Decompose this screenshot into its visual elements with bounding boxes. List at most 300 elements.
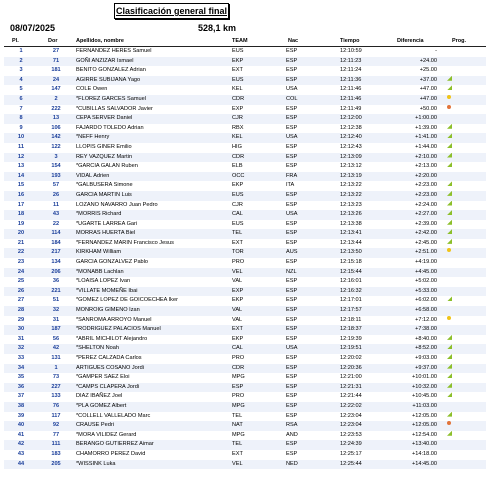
- table-row: [4, 47, 486, 57]
- time-cell: 12:12:43: [340, 143, 362, 150]
- bib-cell: 117: [51, 412, 61, 419]
- team-cell: TOR: [232, 249, 244, 256]
- team-cell: EXT: [232, 239, 243, 246]
- table-row: [4, 172, 486, 182]
- time-cell: 12:17:01: [340, 297, 362, 304]
- table-row: [4, 354, 486, 364]
- time-cell: 12:15:44: [340, 268, 362, 275]
- table-row: [4, 287, 486, 297]
- team-cell: CDR: [232, 364, 245, 371]
- time-cell: 12:16:32: [340, 287, 362, 294]
- bib-cell: 31: [52, 316, 60, 323]
- gap-cell: +5:02.00: [415, 278, 437, 285]
- rising-icon: [447, 392, 452, 397]
- gap-cell: +1:44.00: [415, 143, 437, 150]
- bib-cell: 26: [52, 191, 60, 198]
- table-row: [4, 210, 486, 220]
- nation-cell: ESP: [286, 297, 298, 304]
- rider-name-cell: FERNANDEZ HERES Samuel: [76, 48, 152, 54]
- rising-icon: [447, 296, 452, 301]
- bib-cell: 205: [51, 460, 61, 467]
- rider-name-cell: CRAUSE Pedri: [76, 422, 114, 429]
- table-row: [4, 105, 486, 115]
- rider-name-cell: *PLA GOMEZ Albert: [76, 402, 127, 409]
- bib-cell: 73: [52, 374, 60, 381]
- rider-name-cell: COLE Owen: [76, 86, 108, 93]
- rider-name-cell: *MORRIS Richard: [76, 211, 122, 218]
- rider-name-cell: MORRAS HUERTA Biel: [76, 230, 136, 237]
- table-row: [4, 239, 486, 249]
- rank-cell: 16: [17, 191, 25, 198]
- time-cell: 12:18:37: [340, 326, 362, 333]
- bib-cell: 142: [51, 134, 61, 141]
- gap-cell: +4:45.00: [415, 268, 437, 275]
- time-cell: 12:13:41: [340, 230, 362, 237]
- team-cell: EUS: [232, 191, 244, 198]
- bib-cell: 227: [51, 383, 61, 390]
- nation-cell: ESP: [286, 115, 298, 122]
- rider-name-cell: VIDAL Adrien: [76, 172, 110, 179]
- rider-name-cell: LLOPIS GINER Emilio: [76, 143, 132, 150]
- nation-cell: ESP: [286, 355, 298, 361]
- nation-cell: ESP: [286, 76, 298, 83]
- bib-cell: 3: [54, 153, 58, 160]
- rising-icon: [447, 191, 452, 196]
- time-cell: 12:17:57: [340, 307, 362, 314]
- header-team: TEAM: [232, 38, 248, 44]
- rider-name-cell: GOÑI ANZIZAR Ismael: [76, 57, 134, 64]
- rider-name-cell: *VILLATE MOMEÑE Ibai: [76, 287, 138, 294]
- steady-icon: [447, 316, 451, 320]
- table-row: [4, 162, 486, 172]
- nation-cell: ESP: [286, 402, 298, 409]
- rank-cell: 37: [17, 393, 25, 400]
- nation-cell: ESP: [286, 364, 298, 371]
- gap-cell: +12:05.00: [411, 412, 437, 419]
- rank-cell: 22: [17, 249, 25, 256]
- gap-cell: +9:37.00: [415, 364, 437, 371]
- rider-name-cell: *GALBUSERA Simone: [76, 182, 133, 189]
- team-cell: PRO: [232, 355, 245, 361]
- nation-cell: ESP: [286, 374, 298, 381]
- table-row: [4, 95, 486, 105]
- rising-icon: [447, 85, 452, 90]
- rank-cell: 18: [17, 211, 25, 218]
- table-row: [4, 431, 486, 441]
- rank-cell: 33: [17, 355, 25, 361]
- nation-cell: FRA: [286, 172, 298, 179]
- time-cell: 12:25:17: [340, 450, 362, 457]
- nation-cell: ESP: [286, 259, 298, 266]
- team-cell: VEL: [232, 268, 243, 275]
- table-row: [4, 306, 486, 316]
- bib-cell: 221: [51, 287, 61, 294]
- team-cell: ELB: [232, 163, 243, 170]
- rank-cell: 20: [17, 230, 25, 237]
- table-row: [4, 201, 486, 211]
- time-cell: 12:23:53: [340, 431, 362, 438]
- rider-name-cell: *WISSINK Luka: [76, 460, 116, 467]
- gap-cell: +13:40.00: [411, 441, 437, 448]
- bib-cell: 106: [51, 124, 61, 131]
- gap-cell: +12:05.00: [411, 422, 437, 429]
- nation-cell: ESP: [286, 412, 298, 419]
- nation-cell: ESP: [286, 67, 298, 74]
- nation-cell: AUS: [286, 249, 298, 256]
- header-diff: Diferencia: [397, 38, 424, 44]
- time-cell: 12:13:23: [340, 201, 362, 208]
- nation-cell: USA: [286, 86, 298, 93]
- bib-cell: 36: [52, 278, 60, 285]
- team-cell: HIG: [232, 143, 242, 150]
- gap-cell: +8:52.00: [415, 345, 437, 352]
- gap-cell: +47.00: [419, 95, 437, 102]
- team-cell: VAL: [232, 307, 243, 314]
- nation-cell: USA: [286, 134, 298, 141]
- time-cell: 12:22:02: [340, 402, 362, 409]
- nation-cell: ITA: [286, 182, 295, 189]
- nation-cell: USA: [286, 211, 298, 218]
- rider-name-cell: *NEFF Henry: [76, 134, 110, 141]
- table-row: [4, 268, 486, 278]
- header-prog: Prog.: [452, 38, 467, 44]
- team-cell: MPG: [232, 374, 245, 381]
- team-cell: RBX: [232, 124, 244, 131]
- rising-icon: [447, 153, 452, 158]
- rider-name-cell: *GARCIA GALAN Ruben: [76, 163, 138, 170]
- time-cell: 12:13:26: [340, 211, 362, 218]
- rank-cell: 7: [19, 105, 23, 112]
- time-cell: 12:12:00: [340, 115, 362, 122]
- rider-name-cell: *FERNANDEZ MARIN Francisco Jesus: [76, 239, 174, 246]
- time-cell: 12:25:44: [340, 460, 362, 467]
- rank-cell: 41: [17, 431, 25, 438]
- rank-cell: 26: [17, 287, 25, 294]
- header-pl: Pl.: [12, 38, 19, 44]
- gap-cell: +6:58.00: [415, 307, 437, 314]
- table-row: [4, 133, 486, 143]
- bib-cell: 187: [51, 326, 61, 333]
- rank-cell: 11: [18, 143, 24, 150]
- rank-cell: 40: [17, 422, 25, 429]
- gap-cell: +10:32.00: [411, 383, 437, 390]
- rising-icon: [447, 76, 452, 81]
- gap-cell: +5:33.00: [415, 287, 437, 294]
- time-cell: 12:21:00: [340, 374, 362, 381]
- team-cell: MPG: [232, 431, 245, 438]
- rank-cell: 12: [17, 153, 25, 160]
- team-cell: EXT: [232, 326, 243, 333]
- steady-icon: [447, 248, 451, 252]
- rank-cell: 42: [17, 441, 25, 448]
- gap-cell: +14:18.00: [411, 450, 437, 457]
- table-row: [4, 412, 486, 422]
- time-cell: 12:13:09: [340, 153, 362, 160]
- time-cell: 12:19:39: [340, 335, 362, 342]
- rank-cell: 15: [17, 182, 25, 189]
- rider-name-cell: *SHELTON Noah: [76, 345, 120, 352]
- bib-cell: 147: [51, 86, 61, 93]
- rank-cell: 35: [17, 374, 25, 381]
- rank-cell: 25: [17, 278, 25, 285]
- bib-cell: 71: [52, 57, 60, 64]
- rising-icon: [447, 124, 452, 129]
- rising-icon: [447, 181, 452, 186]
- nation-cell: NZL: [286, 268, 297, 275]
- nation-cell: ESP: [286, 48, 298, 54]
- rider-name-cell: *FLOREZ GARCES Samuel: [76, 95, 146, 102]
- team-cell: KEL: [232, 134, 243, 141]
- team-cell: EXP: [232, 287, 244, 294]
- nation-cell: ESP: [286, 124, 298, 131]
- team-cell: EUS: [232, 76, 244, 83]
- team-cell: PRO: [232, 393, 245, 400]
- gap-cell: +25.00: [419, 67, 437, 74]
- team-cell: EXT: [232, 450, 243, 457]
- rank-cell: 30: [17, 326, 25, 333]
- table-row: [4, 383, 486, 393]
- table-row: [4, 450, 486, 460]
- team-cell: MPG: [232, 402, 245, 409]
- nation-cell: ESP: [286, 191, 298, 198]
- time-cell: 12:11:24: [340, 67, 362, 74]
- gap-cell: +9:03.00: [415, 355, 437, 361]
- time-cell: 12:13:12: [340, 163, 362, 170]
- bib-cell: 77: [52, 431, 60, 438]
- bib-cell: 206: [51, 268, 61, 275]
- rider-name-cell: *GAMPER SAEZ Eloi: [76, 374, 130, 381]
- time-cell: 12:12:40: [340, 134, 362, 141]
- time-cell: 12:11:46: [340, 86, 362, 93]
- header-nac: Nac: [288, 38, 299, 44]
- bib-cell: 154: [51, 163, 61, 170]
- nation-cell: ESP: [286, 307, 298, 314]
- bib-cell: 13: [52, 115, 60, 122]
- team-cell: CAL: [232, 211, 243, 218]
- nation-cell: ESP: [286, 450, 298, 457]
- rising-icon: [447, 335, 452, 340]
- team-cell: CAL: [232, 345, 243, 352]
- rider-name-cell: *UGARTE LARREA Gari: [76, 220, 138, 227]
- gap-cell: +2:27.00: [415, 211, 437, 218]
- bib-cell: 11: [53, 201, 59, 208]
- time-cell: 12:11:49: [340, 105, 362, 112]
- rider-name-cell: KIRKHAM William: [76, 249, 122, 256]
- time-cell: 12:13:22: [340, 191, 362, 198]
- nation-cell: ESP: [286, 287, 298, 294]
- header-name: Apellidos, nombre: [76, 38, 124, 44]
- stage-distance: 528,1 km: [198, 23, 237, 33]
- rider-name-cell: BERANGO GUTIERREZ Aimar: [76, 441, 154, 448]
- rank-cell: 14: [17, 172, 25, 179]
- gap-cell: +47.00: [419, 86, 437, 93]
- team-cell: EKP: [232, 335, 244, 342]
- nation-cell: ESP: [286, 220, 298, 227]
- table-row: [4, 421, 486, 431]
- gap-cell: +2:42.00: [415, 230, 437, 237]
- nation-cell: ESP: [286, 239, 298, 246]
- rank-cell: 6: [19, 95, 23, 102]
- bib-cell: 131: [51, 355, 61, 361]
- table-row: [4, 114, 486, 124]
- bib-cell: 51: [52, 297, 60, 304]
- gap-cell: +7:12.00: [415, 316, 437, 323]
- rank-cell: 2: [19, 57, 23, 64]
- rank-cell: 8: [19, 115, 23, 122]
- nation-cell: ESP: [286, 335, 298, 342]
- nation-cell: ESP: [286, 105, 298, 112]
- team-cell: KEL: [232, 86, 243, 93]
- table-row: [4, 124, 486, 134]
- gap-cell: +2:45.00: [415, 239, 437, 246]
- rank-cell: 28: [17, 307, 25, 314]
- time-cell: 12:23:04: [340, 412, 362, 419]
- results-table: [4, 47, 486, 469]
- nation-cell: ESP: [286, 230, 298, 237]
- team-cell: EUS: [232, 48, 244, 54]
- bib-cell: 133: [51, 393, 61, 400]
- team-cell: CJR: [232, 115, 243, 122]
- rising-icon: [447, 383, 452, 388]
- bib-cell: 183: [51, 450, 61, 457]
- rank-cell: 24: [17, 268, 25, 275]
- team-cell: CDR: [232, 95, 245, 102]
- rider-name-cell: ARTIGUES COSANO Jordi: [76, 364, 144, 371]
- team-cell: OCC: [232, 172, 245, 179]
- bib-cell: 122: [51, 143, 61, 150]
- nation-cell: AND: [286, 431, 298, 438]
- time-cell: 12:23:04: [340, 422, 362, 429]
- nation-cell: ESP: [286, 316, 298, 323]
- table-row: [4, 57, 486, 67]
- gap-cell: +12:54.00: [411, 431, 437, 438]
- gap-cell: +2:13.00: [415, 163, 437, 170]
- time-cell: 12:20:02: [340, 355, 362, 361]
- bib-cell: 92: [52, 422, 60, 429]
- stage-date: 08/07/2025: [10, 23, 56, 33]
- gap-cell: +1:41.00: [415, 134, 437, 141]
- team-cell: EKP: [232, 182, 244, 189]
- rank-cell: 4: [19, 76, 23, 83]
- rising-icon: [447, 412, 452, 417]
- table-row: [4, 143, 486, 153]
- bib-cell: 42: [52, 345, 60, 352]
- table-row: [4, 248, 486, 258]
- rank-cell: 23: [17, 259, 25, 266]
- bib-cell: 27: [52, 48, 60, 54]
- gap-cell: +2:51.00: [415, 249, 437, 256]
- bib-cell: 134: [51, 259, 61, 266]
- rider-name-cell: *CAMPS CLAPERA Jordi: [76, 383, 140, 390]
- bib-cell: 217: [51, 249, 61, 256]
- gap-cell: +37.00: [419, 76, 437, 83]
- rising-icon: [447, 210, 452, 215]
- table-row: [4, 181, 486, 191]
- nation-cell: RSA: [286, 422, 298, 429]
- rank-cell: 21: [17, 239, 25, 246]
- table-row: [4, 277, 486, 287]
- time-cell: 12:13:38: [340, 220, 362, 227]
- gap-cell: +2:20.00: [415, 172, 437, 179]
- rank-cell: 36: [17, 383, 25, 390]
- time-cell: 12:24:39: [340, 441, 362, 448]
- rider-name-cell: BENITO GONZALEZ Adrian: [76, 67, 146, 74]
- bib-cell: 114: [51, 230, 61, 237]
- rider-name-cell: REY VAZQUEZ Martin: [76, 153, 133, 160]
- bib-cell: 184: [51, 239, 61, 246]
- bib-cell: 57: [52, 182, 60, 189]
- rank-cell: 5: [19, 86, 23, 93]
- rank-cell: 43: [17, 450, 25, 457]
- team-cell: TEL: [232, 441, 243, 448]
- rider-name-cell: *RODRIGUEZ PALACIOS Manuel: [76, 326, 161, 333]
- nation-cell: ESP: [286, 201, 298, 208]
- rider-name-cell: *PEREZ CALZADA Carlos: [76, 355, 142, 361]
- gap-cell: +10:01.00: [411, 374, 437, 381]
- header-dor: Dor: [48, 38, 58, 44]
- rank-cell: 10: [17, 134, 25, 141]
- gap-cell: +4:19.00: [415, 259, 437, 266]
- rising-icon: [447, 364, 452, 369]
- rank-cell: 38: [17, 402, 25, 409]
- table-row: [4, 66, 486, 76]
- rider-name-cell: CEPA SERVER Daniel: [76, 115, 133, 122]
- bib-cell: 43: [52, 211, 60, 218]
- falling-icon: [447, 105, 451, 109]
- rider-name-cell: MONROIG GIMENO Izan: [76, 307, 140, 314]
- team-cell: EUS: [232, 220, 244, 227]
- time-cell: 12:19:51: [340, 345, 362, 352]
- time-cell: 12:16:01: [340, 278, 362, 285]
- table-row: [4, 153, 486, 163]
- table-row: [4, 316, 486, 326]
- team-cell: VAL: [232, 278, 243, 285]
- rider-name-cell: *MORA VILIDEZ Gerard: [76, 431, 137, 438]
- rising-icon: [447, 239, 452, 244]
- rider-name-cell: *COLLELL VALLELADO Marc: [76, 412, 151, 419]
- table-row: [4, 344, 486, 354]
- rising-icon: [447, 373, 452, 378]
- nation-cell: ESP: [286, 163, 298, 170]
- nation-cell: ESP: [286, 153, 298, 160]
- team-cell: CDR: [232, 153, 245, 160]
- rank-cell: 27: [17, 297, 25, 304]
- rank-cell: 44: [17, 460, 25, 467]
- rider-name-cell: GARCIA GONZALVEZ Pablo: [76, 259, 149, 266]
- rank-cell: 13: [17, 163, 25, 170]
- table-row: [4, 392, 486, 402]
- gap-cell: +50.00: [419, 105, 437, 112]
- header-time: Tiempo: [340, 38, 360, 44]
- bib-cell: 222: [51, 105, 61, 112]
- rank-cell: 32: [17, 345, 25, 352]
- rank-cell: 39: [17, 412, 25, 419]
- rider-name-cell: *CUBILLAS SALVADOR Javier: [76, 105, 153, 112]
- gap-cell: +10:45.00: [411, 393, 437, 400]
- nation-cell: ESP: [286, 278, 298, 285]
- rising-icon: [447, 162, 452, 167]
- bib-cell: 181: [51, 67, 61, 74]
- rising-icon: [447, 344, 452, 349]
- nation-cell: ESP: [286, 57, 298, 64]
- time-cell: 12:13:44: [340, 239, 362, 246]
- team-cell: TEL: [232, 412, 243, 419]
- rising-icon: [447, 133, 452, 138]
- page-title: Clasificación general final: [114, 3, 229, 19]
- team-cell: VEL: [232, 460, 243, 467]
- table-row: [4, 325, 486, 335]
- table-row: [4, 229, 486, 239]
